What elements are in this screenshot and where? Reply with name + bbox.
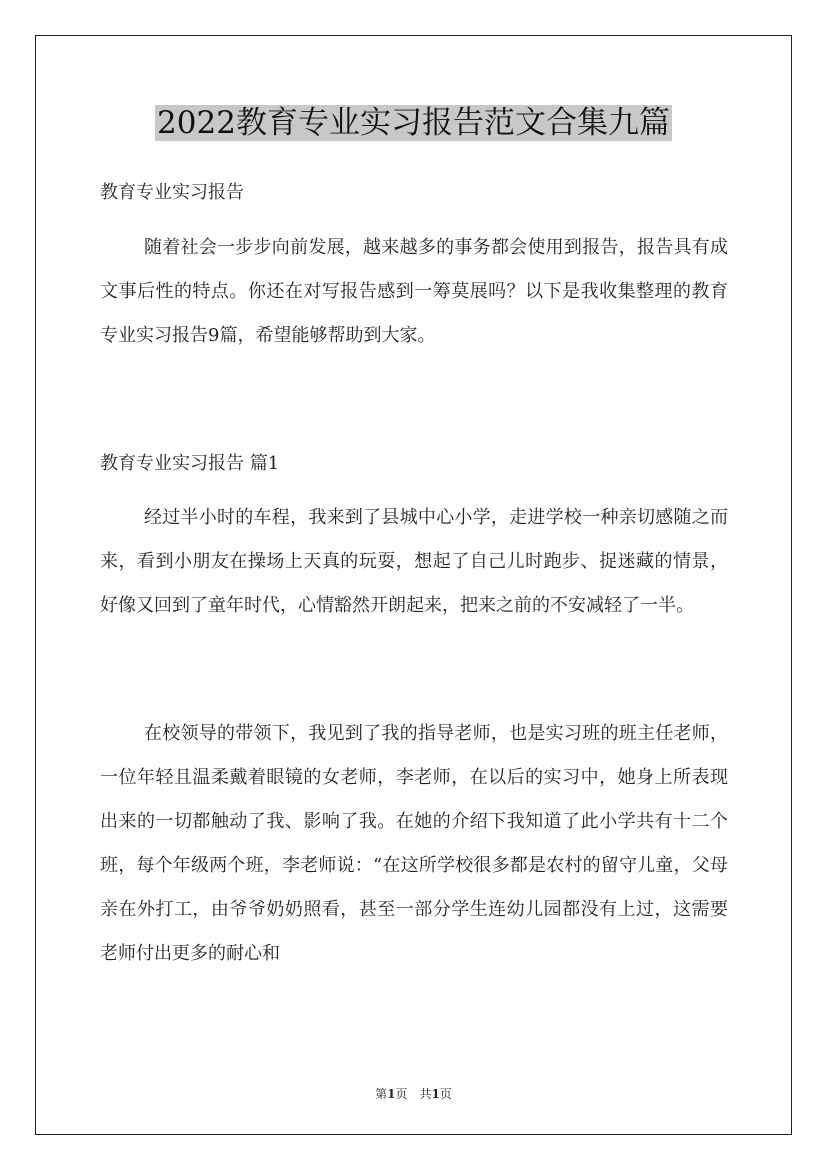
document-title-text: 2022教育专业实习报告范文合集九篇 (157, 105, 670, 141)
document-title (0, 103, 827, 143)
footer-page-prefix: 第 (375, 1087, 388, 1101)
footer-page-suffix: 页 (439, 1087, 452, 1101)
section1-paragraph-2: 在校领导的带领下，我见到了我的指导老师，也是实习班的班主任老师，一位年轻且温柔戴着眼镜的女老师，李老师，在以后的实习中，她身上所表现出来的一切都触动了我、影响了我。在她的介绍下我知道了此小学共有十二个班，每个年级两个班，李老师说：“在这所学校很多都是农村的留守儿童，父母亲在外打工，由爷爷奶奶照看，甚至一部分学生连幼儿园都没有上过，这需要老师付出更多的耐心和 (100, 723, 728, 964)
intro-paragraph: 随着社会一步步向前发展，越来越多的事务都会使用到报告，报告具有成文事后性的特点。你还在对写报告感到一筹莫展吗？以下是我收集整理的教育专业实习报告9篇，希望能够帮助到大家。 (100, 237, 728, 346)
footer-page-total: 1 (431, 1087, 440, 1101)
section1-heading: 教育专业实习报告 篇1 (100, 453, 280, 474)
footer-page-current: 1 (387, 1087, 396, 1101)
section1-paragraph-1: 经过半小时的车程，我来到了县城中心小学，走进学校一种亲切感随之而来，看到小朋友在操场上天真的玩耍，想起了自己儿时跑步、捉迷藏的情景，好像又回到了童年时代，心情豁然开朗起来，把来之前的不安减轻了一半。 (100, 507, 728, 616)
intro-heading: 教育专业实习报告 (100, 182, 244, 203)
footer-page-mid: 页 共 (395, 1087, 432, 1101)
page-footer (0, 1085, 827, 1102)
